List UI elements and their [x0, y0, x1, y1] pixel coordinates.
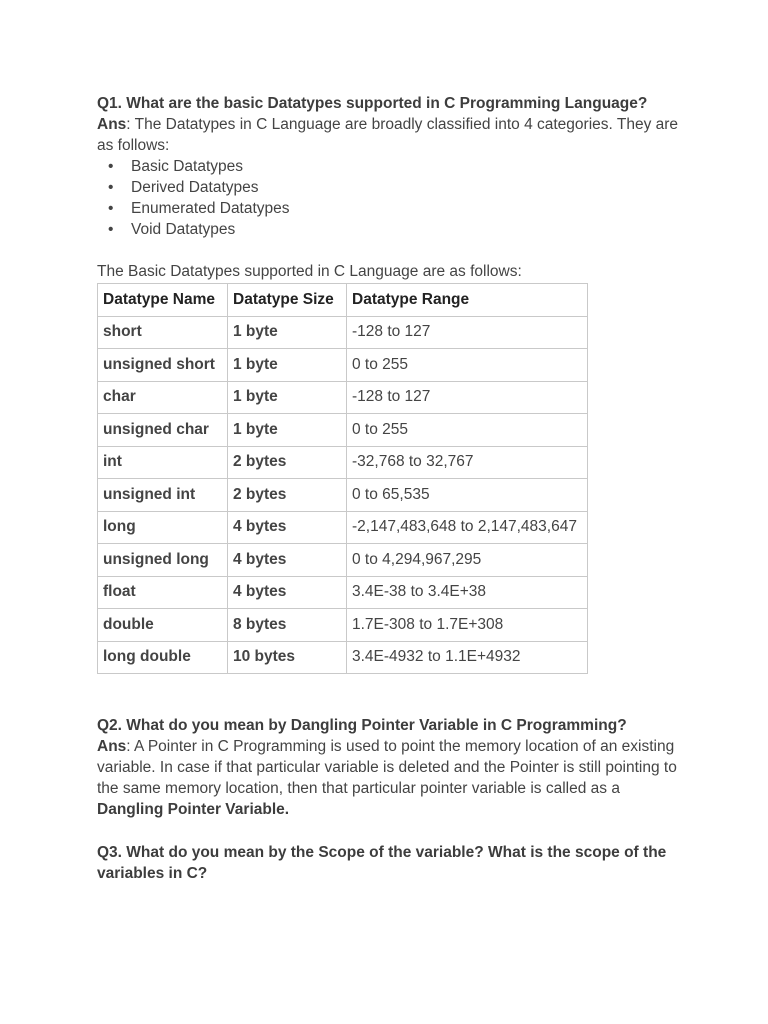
cell-range: 3.4E-38 to 3.4E+38	[347, 576, 588, 609]
header-datatype-range: Datatype Range	[347, 284, 588, 317]
cell-size: 4 bytes	[228, 511, 347, 544]
cell-size: 1 byte	[228, 381, 347, 414]
cell-range: 0 to 255	[347, 414, 588, 447]
cell-name: unsigned char	[98, 414, 228, 447]
cell-range: 3.4E-4932 to 1.1E+4932	[347, 641, 588, 674]
document-body	[97, 93, 687, 884]
table-row	[98, 316, 588, 349]
question-2: Q2. What do you mean by Dangling Pointer Variable in C Programming?	[97, 717, 627, 734]
table-row	[98, 414, 588, 447]
cell-name: float	[98, 576, 228, 609]
table-row	[98, 381, 588, 414]
table-row	[98, 641, 588, 674]
cell-name: int	[98, 446, 228, 479]
answer-1-label: Ans	[97, 116, 127, 133]
cell-range: 1.7E-308 to 1.7E+308	[347, 609, 588, 642]
cell-name: short	[98, 316, 228, 349]
answer-1	[97, 114, 687, 156]
table-row	[98, 446, 588, 479]
table-row	[98, 511, 588, 544]
cell-name: long double	[98, 641, 228, 674]
header-datatype-size: Datatype Size	[228, 284, 347, 317]
answer-2-label: Ans	[97, 738, 127, 755]
cell-size: 4 bytes	[228, 544, 347, 577]
table-row	[98, 479, 588, 512]
list-item: • Void Datatypes	[108, 221, 236, 238]
table-row	[98, 349, 588, 382]
table-row	[98, 544, 588, 577]
cell-name: double	[98, 609, 228, 642]
answer-1-text: : The Datatypes in C Language are broadly classified into 4 categories. They are as follows:	[97, 116, 679, 154]
cell-size: 2 bytes	[228, 446, 347, 479]
cell-range: -128 to 127	[347, 381, 588, 414]
question-1: Q1. What are the basic Datatypes supported in C Programming Language?	[97, 95, 648, 112]
cell-size: 1 byte	[228, 414, 347, 447]
cell-size: 8 bytes	[228, 609, 347, 642]
cell-name: unsigned int	[98, 479, 228, 512]
cell-size: 2 bytes	[228, 479, 347, 512]
list-item: • Derived Datatypes	[108, 179, 259, 196]
answer-2-emphasis: Dangling Pointer Variable.	[97, 801, 290, 818]
cell-range: 0 to 65,535	[347, 479, 588, 512]
datatype-categories-list	[97, 156, 687, 240]
answer-2	[97, 736, 687, 820]
cell-range: -128 to 127	[347, 316, 588, 349]
header-datatype-name: Datatype Name	[98, 284, 228, 317]
cell-name: unsigned short	[98, 349, 228, 382]
table-header-row	[98, 284, 588, 317]
list-item: • Basic Datatypes	[108, 158, 243, 175]
cell-name: long	[98, 511, 228, 544]
question-3: Q3. What do you mean by the Scope of the variable? What is the scope of the variables in C?	[97, 844, 667, 882]
table-row	[98, 576, 588, 609]
cell-range: -32,768 to 32,767	[347, 446, 588, 479]
cell-range: 0 to 4,294,967,295	[347, 544, 588, 577]
answer-2-text: : A Pointer in C Programming is used to point the memory location of an existing variable. In case if that particular variable is deleted and the Pointer is still pointing to the same memory location, then that particular pointer variable is called as a	[97, 738, 677, 797]
table-row	[98, 609, 588, 642]
cell-size: 1 byte	[228, 349, 347, 382]
bullet-icon: •	[108, 158, 114, 175]
table-intro: The Basic Datatypes supported in C Language are as follows:	[97, 263, 522, 280]
cell-size: 4 bytes	[228, 576, 347, 609]
bullet-icon: •	[108, 221, 114, 238]
cell-name: unsigned long	[98, 544, 228, 577]
cell-range: 0 to 255	[347, 349, 588, 382]
bullet-icon: •	[108, 179, 114, 196]
cell-name: char	[98, 381, 228, 414]
list-item: • Enumerated Datatypes	[108, 200, 290, 217]
cell-size: 1 byte	[228, 316, 347, 349]
cell-size: 10 bytes	[228, 641, 347, 674]
datatype-table	[97, 283, 588, 674]
bullet-icon: •	[108, 200, 114, 217]
cell-range: -2,147,483,648 to 2,147,483,647	[347, 511, 588, 544]
